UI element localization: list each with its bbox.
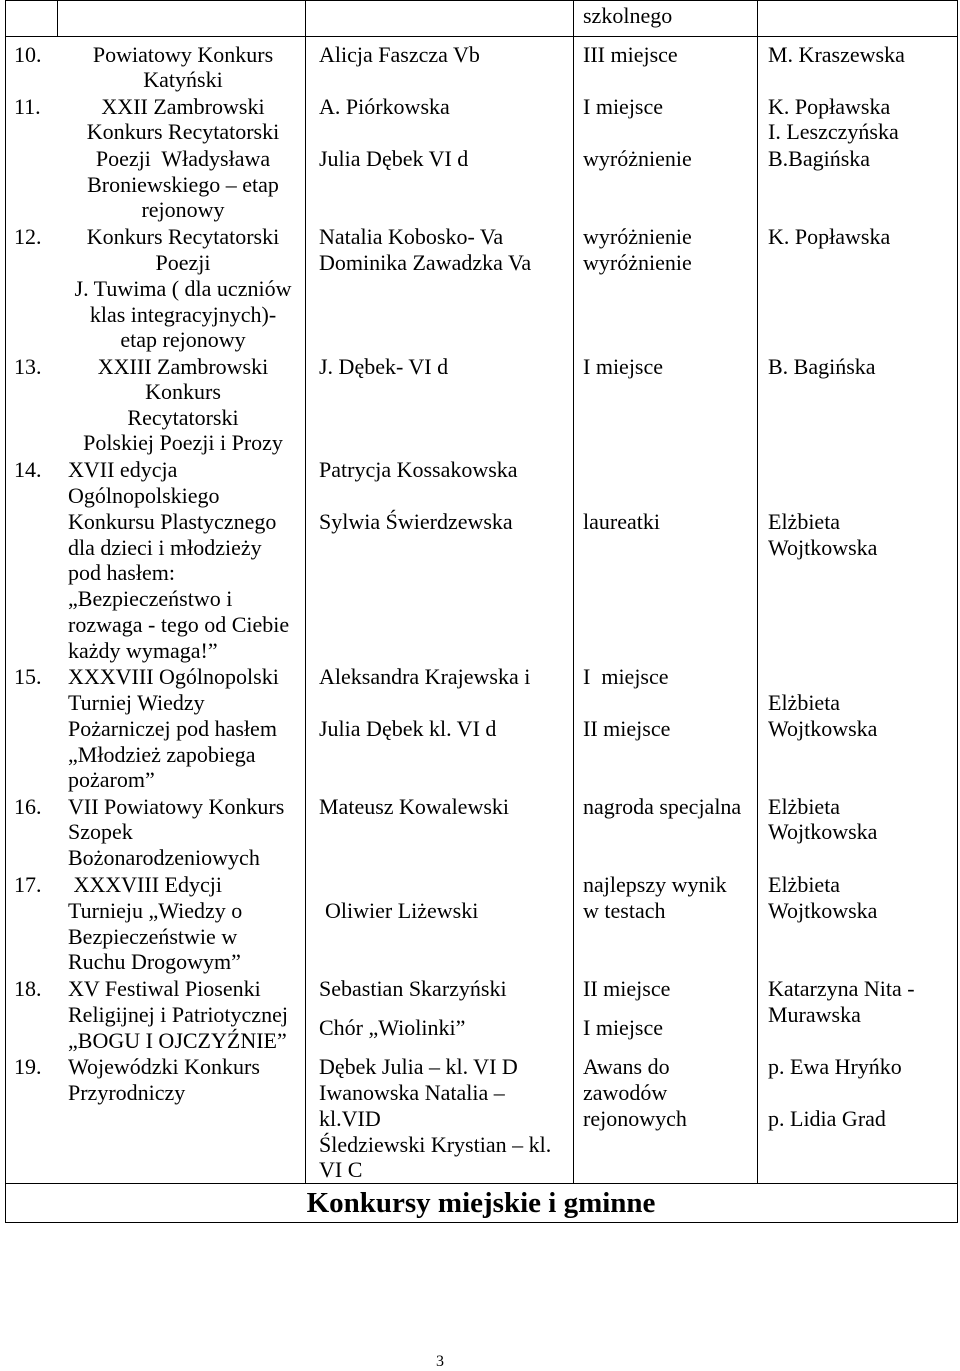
competition-name-line: Katyński [143,67,223,92]
participant-name: Julia Dębek kl. VI d [319,716,497,741]
competition-name-line: Konkurs Recytatorski [86,224,280,249]
teacher-name: Murawska [768,1002,861,1027]
teacher-name: p. Lidia Grad [768,1106,886,1131]
participant-name: Alicja Faszcza Vb [319,42,480,67]
competition-name-line: Religijnej i Patriotycznej [68,1002,288,1027]
entry-number: 18. [14,976,42,1001]
competition-name-line: XXII Zambrowski [101,94,265,119]
teacher-name: Elżbieta [768,690,841,715]
competition-name-line: XXIII Zambrowski [97,354,269,379]
participant-name: Julia Dębek VI d [319,146,469,171]
participant-name: Iwanowska Natalia – [319,1080,505,1105]
competition-name-line: Konkurs [145,379,221,404]
entry-number: 15. [14,664,42,689]
competition-name-line: Konkursu Plastycznego [68,509,277,534]
participant-name: Mateusz Kowalewski [319,794,510,819]
entry-number: 19. [14,1054,42,1079]
competition-name-line: rozwaga - tego od Ciebie [68,612,290,637]
competition-name-line: pożarom” [68,767,155,792]
participant-name: Patrycja Kossakowska [319,457,518,482]
competition-name-line: Powiatowy Konkurs [92,42,274,67]
competition-name-line: Polskiej Poezji i Prozy [83,430,283,455]
competition-name-line: etap rejonowy [120,327,246,352]
teacher-name: Wojtkowska [768,535,878,560]
competition-name-line: każdy wymaga!” [68,638,218,663]
competition-name-line: Broniewskiego – etap [87,172,279,197]
participant-name: kl.VID [319,1106,381,1131]
result-text: rejonowych [583,1106,687,1131]
participant-name: Śledziewski Krystian – kl. [319,1132,552,1157]
table-rule [757,0,758,1183]
page-number: 3 [436,1353,444,1370]
competition-name-line: Poezji [155,250,211,275]
teacher-name: Elżbieta [768,794,841,819]
section-title: Konkursy miejskie i gminne [306,1187,656,1219]
entry-number: 11. [14,94,41,119]
result-text: szkolnego [583,3,673,28]
result-text: wyróżnienie [583,224,692,249]
participant-name: Natalia Kobosko- Va [319,224,504,249]
result-text: wyróżnienie [583,146,692,171]
result-text: III miejsce [583,42,678,67]
competition-name-line: XXXVIII Ogólnopolski [68,664,279,689]
competition-name-line: Pożarniczej pod hasłem [68,716,277,741]
participant-name: Aleksandra Krajewska i [319,664,531,689]
participant-name: A. Piórkowska [319,94,450,119]
participant-name: Dębek Julia – kl. VI D [319,1054,518,1079]
result-text: I miejsce [583,664,669,689]
participant-name: Chór „Wiolinki” [319,1015,466,1040]
competition-name-line: Turnieju „Wiedzy o [68,898,243,923]
result-text: II miejsce [583,976,671,1001]
competition-name-line: „Bezpieczeństwo i [68,586,233,611]
competition-name-line: Ruchu Drogowym” [68,949,241,974]
result-text: II miejsce [583,716,671,741]
teacher-name: K. Popławska [768,94,891,119]
result-text: Awans do [583,1054,670,1079]
competition-name-line: Poezji Władysława [95,146,271,171]
competition-name-line: klas integracyjnych)- [89,302,277,327]
result-text: I miejsce [583,94,664,119]
competition-name-line: Przyrodniczy [68,1080,186,1105]
entry-number: 12. [14,224,42,249]
competition-name-line: XVII edycja [68,457,178,482]
competition-name-line: Ogólnopolskiego [68,483,220,508]
participant-name: Oliwier Liżewski [325,898,479,923]
result-text: I miejsce [583,1015,664,1040]
teacher-name: Wojtkowska [768,716,878,741]
competition-name-line: Konkurs Recytatorski [86,119,280,144]
result-text: nagroda specjalna [583,794,742,819]
result-text: zawodów [583,1080,668,1105]
participant-name: J. Dębek- VI d [319,354,449,379]
result-text: w testach [583,898,666,923]
teacher-name: Wojtkowska [768,819,878,844]
table-rule [5,1222,958,1223]
participant-name: Sebastian Skarzyński [319,976,507,1001]
entry-number: 16. [14,794,42,819]
competition-name-line: dla dzieci i młodzieży [68,535,262,560]
table-rule [957,0,958,1223]
teacher-name: K. Popławska [768,224,891,249]
competition-name-line: J. Tuwima ( dla uczniów [74,276,292,301]
entry-number: 17. [14,872,42,897]
participant-name: VI C [319,1157,363,1182]
competition-name-line: VII Powiatowy Konkurs [68,794,285,819]
table-rule [5,36,958,37]
entry-number: 13. [14,354,42,379]
participant-name: Dominika Zawadzka Va [319,250,532,275]
teacher-name: I. Leszczyńska [768,119,899,144]
result-text: wyróżnienie [583,250,692,275]
competition-name-line: Recytatorski [127,405,239,430]
entry-number: 10. [14,42,42,67]
entry-number: 14. [14,457,42,482]
competition-name-line: Szopek [68,819,133,844]
competition-name-line: Bożonarodzeniowych [68,845,260,870]
competition-name-line: XV Festiwal Piosenki [68,976,261,1001]
competition-name-line: Bezpieczeństwie w [68,924,238,949]
table-rule [5,0,6,1223]
competition-name-line: pod hasłem: [68,560,175,585]
participant-name: Sylwia Świerdzewska [319,509,513,534]
competition-name-line: XXXVIII Edycji [68,872,222,897]
result-text: najlepszy wynik [583,872,727,897]
competition-name-line: Turniej Wiedzy [68,690,205,715]
teacher-name: p. Ewa Hryńko [768,1054,902,1079]
competition-name-line: „Młodzież zapobiega [68,742,256,767]
table-rule [573,0,574,1183]
competition-name-line: „BOGU I OJCZYŹNIE” [68,1028,287,1053]
result-text: laureatki [583,509,660,534]
result-text: I miejsce [583,354,664,379]
teacher-name: Elżbieta [768,872,841,897]
teacher-name: Katarzyna Nita - [768,976,915,1001]
table-rule [57,0,58,36]
teacher-name: M. Kraszewska [768,42,905,67]
competition-name-line: Wojewódzki Konkurs [68,1054,260,1079]
teacher-name: Wojtkowska [768,898,878,923]
competition-name-line: rejonowy [141,197,225,222]
table-rule [5,0,958,1]
teacher-name: B.Bagińska [768,146,871,171]
teacher-name: B. Bagińska [768,354,876,379]
teacher-name: Elżbieta [768,509,841,534]
